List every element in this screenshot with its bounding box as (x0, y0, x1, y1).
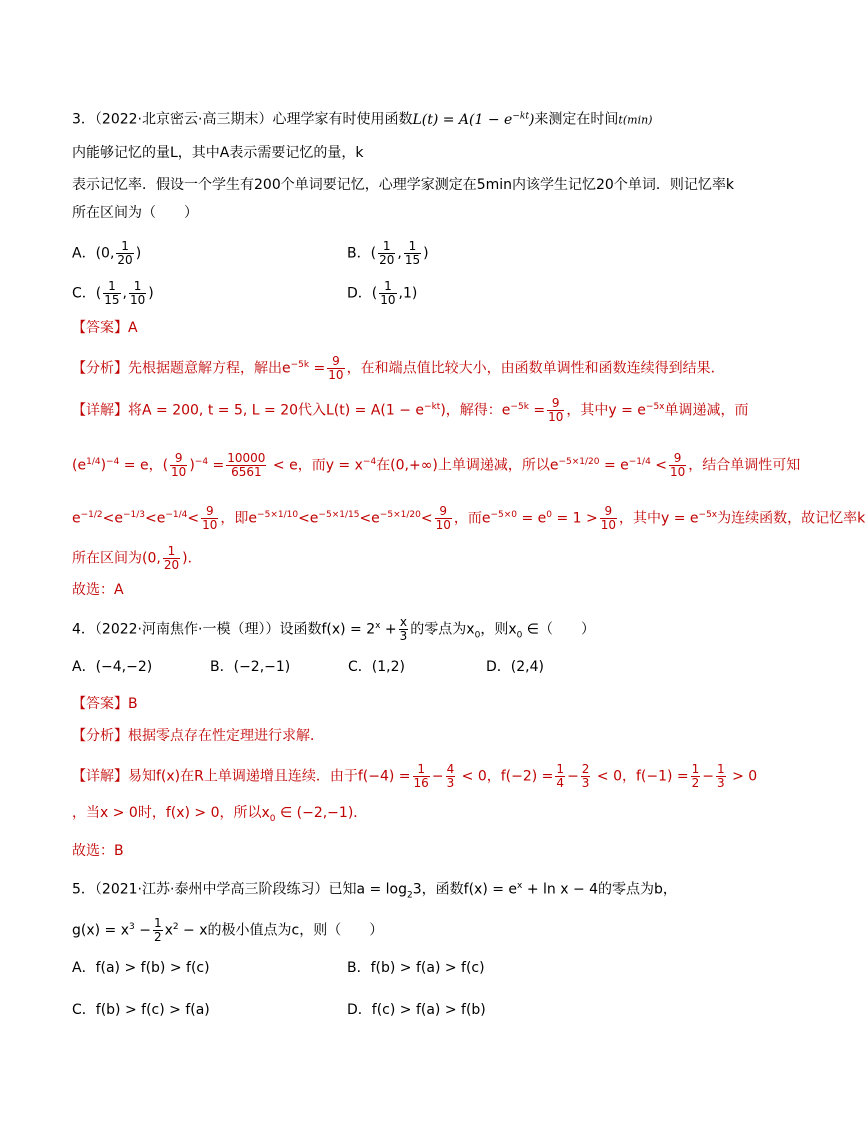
q5-option-d: D．f(c) > f(a) > f(b) (347, 1002, 486, 1018)
q3-stem-text2: 来测定在时间 (534, 111, 619, 128)
q3-answer: 【答案】A (72, 320, 138, 336)
q5-stem-line2: $g(x) = x^3$ − $\frac{1}{2}$ $x^2 - x$的极小值点为c，则（ ） (72, 916, 384, 945)
q4-detail-line1: 【详解】易知f(x)在R上单调递增且连续．由于f(−4) = $\frac{1}{16}$ − $\frac{4}{3}$ < 0，f(−2) = $\frac{1}{4}$ − $\frac{2}{3}$ < 0，f(−1) = $\frac{1}{2}$ − $\frac{1}{3}$ > 0 (72, 762, 758, 790)
q3-detail-line1: 【详解】将A = 200, t = 5, L = 20代入$L(t) = A(1 - e^{-kt})$，解得：$e^{-5k}$ = $\frac{9}{10}$ ，其中$y = e^{-5x}$单调递减，而 (72, 396, 749, 425)
q5-stem-line1: 5．（2021·江苏·泰州中学高三阶段练习）已知$a = \log_23$，函数$f(x) = e^x + \ln x - 4$的零点为b， (72, 881, 677, 901)
q3-choice: 故选：A (72, 582, 124, 598)
q3-stem-line3: 表示记忆率．假设一个学生有200个单词要记忆，心理学家测定在5min内该学生记忆20个单词．则记忆率k (72, 177, 734, 193)
q3-source: （2022·北京密云·高三期末） (94, 111, 273, 128)
q4-option-c: C．(1,2) (348, 659, 405, 675)
q3-stem-line2: 内能够记忆的量L，其中A表示需要记忆的量，k (72, 145, 364, 161)
q4-stem: 4．（2022·河南焦作·一模（理））设函数$f(x) = 2^x$ + $\frac{x}{3}$ 的零点为$x_0$，则$x_0$ ∈（ ） (72, 615, 596, 644)
q3-detail-line4: 所在区间为(0, $\frac{1}{20}$ )． (72, 544, 202, 572)
q3-number: 3． (72, 111, 95, 128)
q4-analysis: 【分析】根据零点存在性定理进行求解． (72, 728, 324, 744)
q3-detail-line2: $(e^{1/4})^{-4} = e$，( $\frac{9}{10}$ )$^{-4}$ = $\frac{10000}{6561}$ < e，而$y = x^{-4}$在(0,+∞)上单调递减，所以$e^{-5\times 1/20} = e^{-1/4}$ < $\frac{9}{10}$ ，结合单调性可知 (72, 451, 801, 480)
q3-option-d: D．( $\frac{1}{10}$ ,1) (347, 279, 418, 307)
q4-detail-line2: ，当x > 0时，f(x) > 0，所以$x_0$ ∈ (−2,−1)． (72, 805, 368, 824)
q3-option-a: A．(0, $\frac{1}{20}$ ) (72, 239, 142, 267)
q3-option-c: C．( $\frac{1}{15}$ , $\frac{1}{10}$ ) (72, 279, 154, 307)
q3-formula: $L(t) = A(1 - e^{-kt})$ (412, 111, 535, 128)
q3-option-b: B．( $\frac{1}{20}$ , $\frac{1}{15}$ ) (347, 239, 429, 267)
q5-option-c: C．f(b) > f(c) > f(a) (72, 1002, 210, 1018)
q4-option-b: B．(−2,−1) (210, 659, 291, 675)
q3-stem-line1 (72, 106, 652, 131)
q4-choice: 故选：B (72, 843, 124, 859)
q5-option-a: A．f(a) > f(b) > f(c) (72, 960, 210, 976)
q3-analysis: 【分析】先根据题意解方程，解出$e^{-5k}$ = $\frac{9}{10}$ ，在和端点值比较大小，由函数单调性和函数连续得到结果． (72, 354, 725, 383)
q4-option-a: A．(−4,−2) (72, 659, 153, 675)
q4-option-d: D．(2,4) (486, 659, 544, 675)
q5-option-b: B．f(b) > f(a) > f(c) (347, 960, 485, 976)
q4-answer: 【答案】B (72, 696, 138, 712)
q3-detail-line3: $e^{-1/2}<e^{-1/3}<e^{-1/4}<$ $\frac{9}{10}$ ，即$e^{-5\times 1/10}<e^{-5\times 1/15}<e^{-5\times 1/20}<$ $\frac{9}{10}$ ，而$e^{-5\times 0} = e^0 = 1$ > $\frac{9}{10}$ ，其中$y = e^{-5x}$为连续函数，故记忆率k (72, 504, 865, 533)
q3-stem-line4: 所在区间为（ ） (72, 205, 198, 221)
q3-time-unit: t(min) (618, 113, 653, 127)
q3-stem-text: 心理学家有时使用函数 (272, 111, 413, 128)
